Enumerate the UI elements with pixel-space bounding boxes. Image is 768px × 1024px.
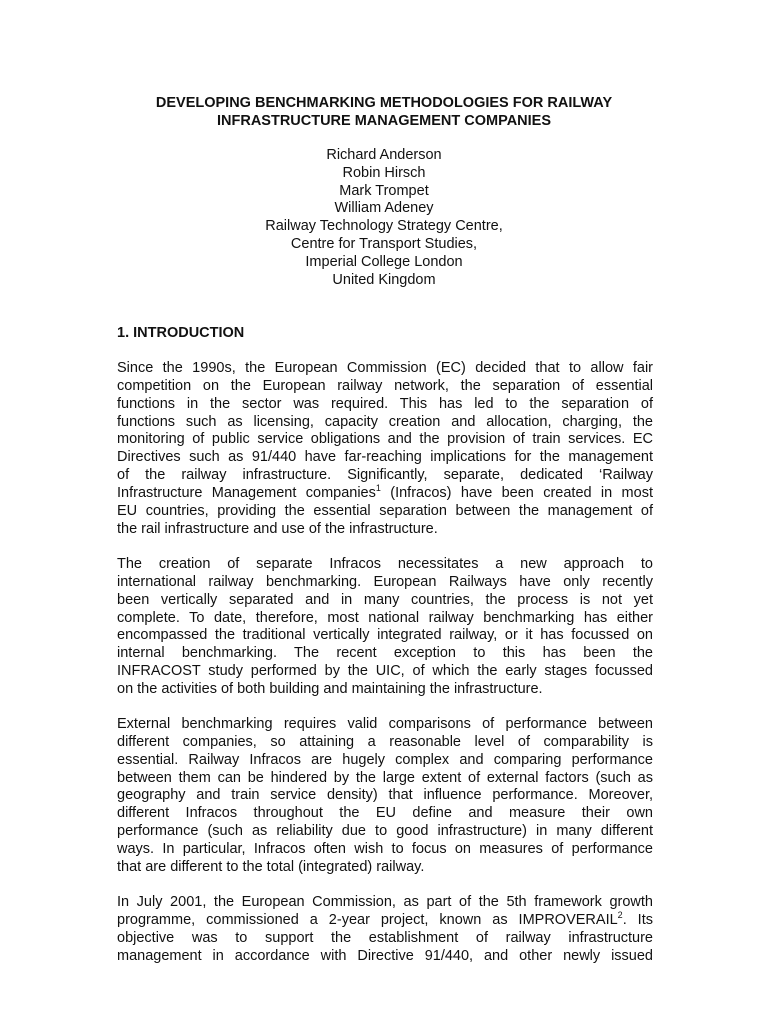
text-line: of the railway infrastructure. Significantly, separate, dedicated ‘Railway <box>117 467 653 484</box>
author-name: Richard Anderson <box>326 147 442 163</box>
title-line-1: DEVELOPING BENCHMARKING METHODOLOGIES FOR RAILWAY <box>155 95 613 111</box>
text-line: functions in the sector was required. This has led to the separation of <box>117 395 653 412</box>
author-name: Mark Trompet <box>339 182 429 199</box>
text-line: the rail infrastructure and use of the infrastructure. <box>117 520 438 537</box>
text-line: encompassed the traditional vertically integrated railway, or it has focussed on <box>117 627 653 644</box>
paragraph-1 <box>117 360 653 538</box>
text-line: different companies, so attaining a reasonable level of comparability is <box>117 733 653 750</box>
text-line: Directives such as 91/440 have far-reaching implications for the management <box>117 449 653 466</box>
text-line: been vertically separated and in many countries, the process is not yet <box>117 591 653 608</box>
paragraph-4 <box>117 894 653 965</box>
text-line: objective was to support the establishment of railway infrastructure <box>117 929 653 946</box>
affiliation-line: Railway Technology Strategy Centre, <box>265 218 503 235</box>
text-line: External benchmarking requires valid comparisons of performance between <box>117 716 653 732</box>
affiliation-line: Imperial College London <box>305 253 463 270</box>
affiliation-line: United Kingdom <box>332 271 436 288</box>
text-line: between them can be hindered by the large extent of external factors (such as <box>117 769 653 786</box>
paper-title <box>110 94 658 130</box>
title-line-2: INFRASTRUCTURE MANAGEMENT COMPANIES <box>216 113 552 129</box>
text-line: In July 2001, the European Commission, as part of the 5th framework growth <box>117 894 653 910</box>
text-run: (Infracos) have been created in most <box>380 484 653 501</box>
text-line: functions such as licensing, capacity creation and allocation, charging, the <box>117 413 653 430</box>
footnote-marker: 1 <box>375 482 381 493</box>
footnote-marker: 2 <box>617 909 623 920</box>
text-line: international railway benchmarking. European Railways have only recently <box>117 573 653 590</box>
text-line: The creation of separate Infracos necessitates a new approach to <box>117 556 653 572</box>
text-run: Infrastructure Management companies <box>117 484 376 501</box>
text-line: internal benchmarking. The recent exception to this has been the <box>117 645 653 662</box>
paragraph-3 <box>117 716 653 877</box>
text-line: monitoring of public service obligations and the provision of train services. EC <box>117 431 653 448</box>
text-run: programme, commissioned a 2-year project, known as IMPROVERAIL <box>117 911 618 928</box>
text-line: performance (such as reliability due to good infrastructure) in many different <box>117 823 653 840</box>
section-heading: 1. INTRODUCTION <box>117 325 245 341</box>
text-line: INFRACOST study performed by the UIC, of which the early stages focussed <box>117 663 653 680</box>
text-line: essential. Railway Infracos are hugely complex and comparing performance <box>117 751 653 768</box>
text-line: geography and train service density) that influence performance. Moreover, <box>117 787 653 804</box>
text-line: that are different to the total (integrated) railway. <box>117 858 425 875</box>
text-line: Since the 1990s, the European Commission (EC) decided that to allow fair <box>117 360 653 376</box>
text-line: on the activities of both building and maintaining the infrastructure. <box>117 680 543 697</box>
text-line: different Infracos throughout the EU define and measure their own <box>117 805 653 822</box>
text-line: complete. To date, therefore, most national railway benchmarking has either <box>117 609 653 626</box>
author-block <box>110 147 658 289</box>
author-name: Robin Hirsch <box>342 164 426 181</box>
text-line: management in accordance with Directive 91/440, and other newly issued <box>117 947 653 964</box>
text-line <box>117 909 653 930</box>
text-run: . Its <box>622 911 653 928</box>
text-line: EU countries, providing the essential separation between the management of <box>117 502 653 519</box>
text-line: competition on the European railway network, the separation of essential <box>117 377 653 394</box>
text-line: ways. In particular, Infracos often wish to focus on measures of performance <box>117 840 653 857</box>
paragraph-2 <box>117 556 653 699</box>
text-line <box>117 482 653 503</box>
affiliation-line: Centre for Transport Studies, <box>290 235 478 252</box>
author-name: William Adeney <box>334 200 434 217</box>
